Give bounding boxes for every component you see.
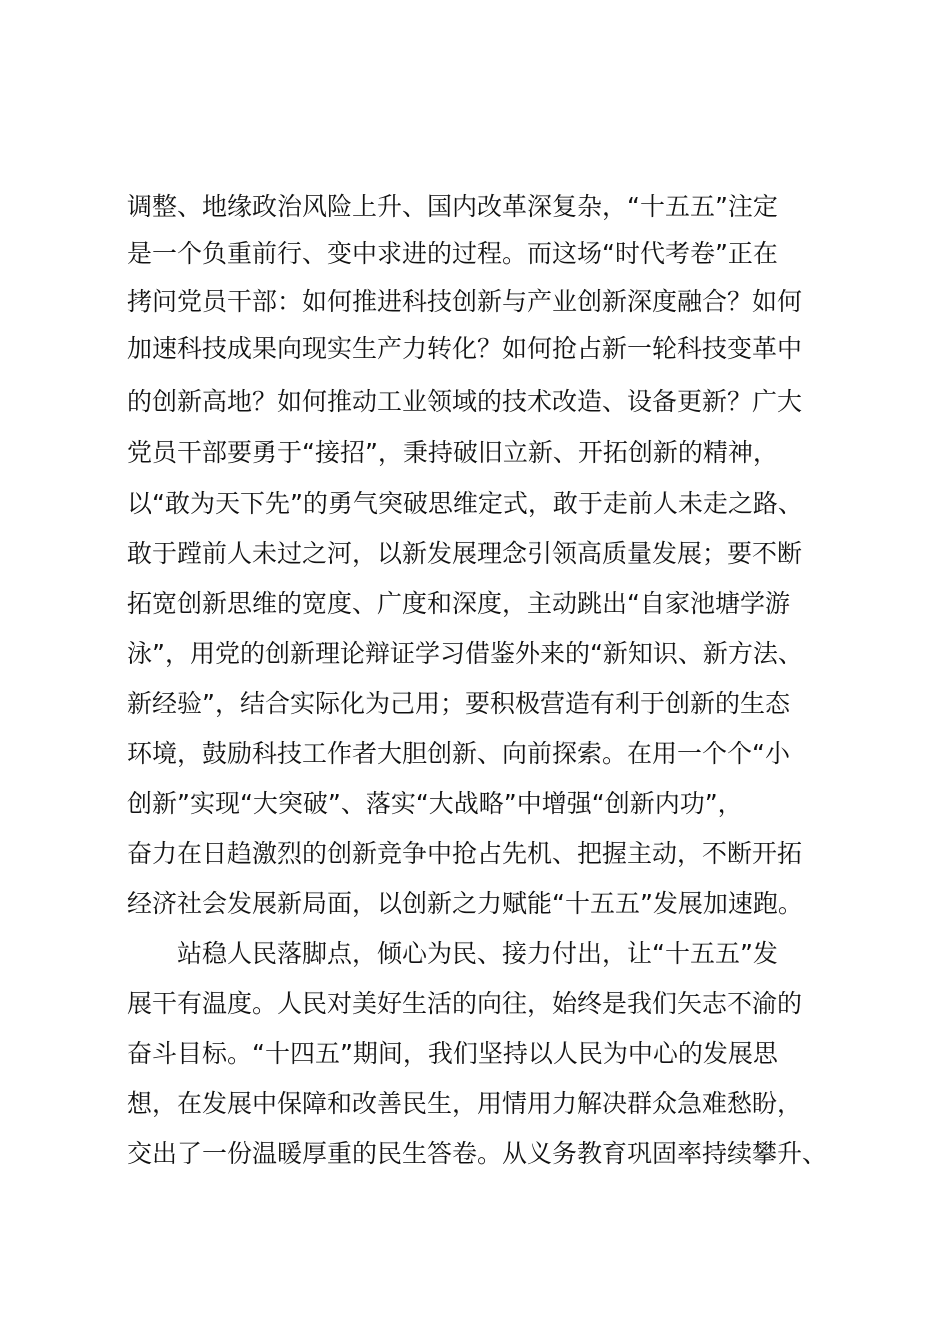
text-line-19: 想，在发展中保障和改善民生，用情用力解决群众急难愁盼， bbox=[127, 1089, 803, 1118]
text-line-7: 以“敢为天下先”的勇气突破思维定式，敢于走前人未走之路、 bbox=[127, 489, 803, 518]
text-line-6: 党员干部要勇于“接招”，秉持破旧立新、开拓创新的精神， bbox=[127, 438, 778, 467]
text-line-5: 的创新高地？如何推动工业领域的技术改造、设备更新？广大 bbox=[127, 387, 803, 416]
text-line-10: 泳”，用党的创新理论辩证学习借鉴外来的“新知识、新方法、 bbox=[127, 639, 803, 668]
text-line-15: 经济社会发展新局面，以创新之力赋能“十五五”发展加速跑。 bbox=[127, 889, 803, 918]
text-line-18: 奋斗目标。“十四五”期间，我们坚持以人民为中心的发展思 bbox=[127, 1039, 778, 1068]
text-line-2: 是一个负重前行、变中求进的过程。而这场“时代考卷”正在 bbox=[127, 239, 778, 268]
text-line-20: 交出了一份温暖厚重的民生答卷。从义务教育巩固率持续攀升、 bbox=[127, 1139, 828, 1168]
text-line-8: 敢于蹚前人未过之河，以新发展理念引领高质量发展；要不断 bbox=[127, 539, 803, 568]
text-line-4: 加速科技成果向现实生产力转化？如何抢占新一轮科技变革中 bbox=[127, 334, 803, 363]
text-line-1: 调整、地缘政治风险上升、国内改革深复杂，“十五五”注定 bbox=[127, 192, 778, 221]
text-line-12: 环境，鼓励科技工作者大胆创新、向前探索。在用一个个“小 bbox=[127, 739, 790, 768]
text-line-13: 创新”实现“大突破”、落实“大战略”中增强“创新内功”， bbox=[127, 789, 743, 818]
text-line-11: 新经验”，结合实际化为己用；要积极营造有利于创新的生态 bbox=[127, 689, 790, 718]
paragraph-2-first-line: 站稳人民落脚点，倾心为民、接力付出，让“十五五”发 bbox=[177, 939, 778, 968]
text-line-9: 拓宽创新思维的宽度、广度和深度，主动跳出“自家池塘学游 bbox=[127, 589, 790, 618]
text-line-3: 拷问党员干部：如何推进科技创新与产业创新深度融合？如何 bbox=[127, 287, 803, 316]
text-line-14: 奋力在日趋激烈的创新竞争中抢占先机、把握主动，不断开拓 bbox=[127, 839, 803, 868]
text-line-17: 展干有温度。人民对美好生活的向往，始终是我们矢志不渝的 bbox=[127, 989, 803, 1018]
